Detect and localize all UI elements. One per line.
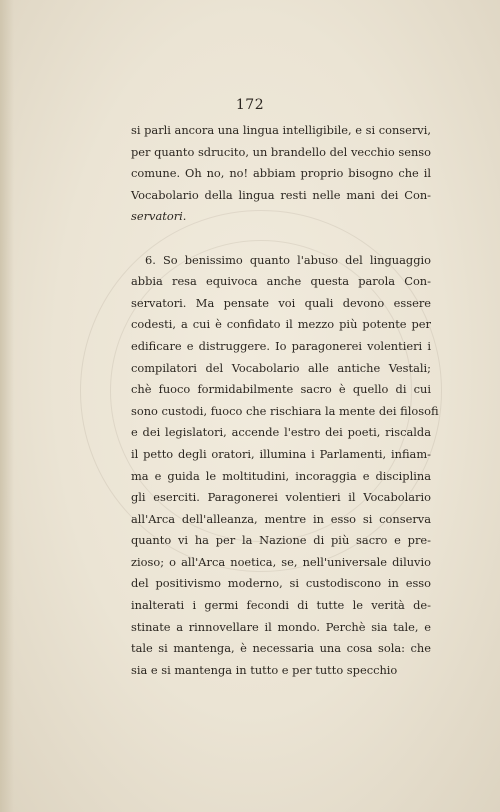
body-text bbox=[131, 120, 439, 681]
text-line-20: quanto vi ha per la Nazione di più sacro e pre- bbox=[131, 533, 431, 548]
text-line-17: ma e guida le moltitudini, incoraggia e disciplina bbox=[131, 468, 431, 483]
text-line-8: abbia resa equivoca anche questa parola Con- bbox=[131, 274, 431, 289]
text-line-21: zioso; o all'Arca noetica, se, nell'universale diluvio bbox=[131, 554, 431, 569]
paragraph-gap bbox=[131, 228, 431, 250]
text-line-9: servatori. Ma pensate voi quali devono essere bbox=[131, 295, 431, 310]
text-line-14: sono custodi, fuoco che rischiara la mente dei filosofi bbox=[131, 403, 439, 418]
text-line-25: tale si mantenga, è necessaria una cosa sola: che bbox=[131, 641, 431, 656]
text-line-23: inalterati i germi fecondi di tutte le verità de- bbox=[131, 598, 431, 613]
text-line-22: del positivismo moderno, si custodiscono in esso bbox=[131, 576, 431, 591]
text-line-15: e dei legislatori, accende l'estro dei poeti, riscalda bbox=[131, 425, 431, 440]
page-number: 172 bbox=[235, 97, 265, 113]
text-line-4: Vocabolario della lingua resti nelle mani dei Con- bbox=[131, 187, 431, 202]
text-line-1: si parli ancora una lingua intelligibile, e si conservi, bbox=[131, 123, 432, 137]
text-line-16: il petto degli oratori, illumina i Parlamenti, infiam- bbox=[131, 446, 431, 461]
text-line-26: sia e si mantenga in tutto e per tutto specchio bbox=[131, 662, 398, 677]
text-line-7: 6. So benissimo quanto l'abuso del linguaggio bbox=[145, 252, 431, 267]
text-line-11: edificare e distruggere. Io paragonerei volentieri i bbox=[131, 338, 431, 353]
text-line-5 bbox=[131, 206, 431, 228]
text-line-2: per quanto sdrucito, un brandello del vecchio senso bbox=[131, 144, 431, 159]
text-line-12: compilatori del Vocabolario alle antiche Vestali; bbox=[131, 360, 431, 375]
text-line-13: chè fuoco formidabilmente sacro è quello di cui bbox=[131, 382, 431, 397]
text-line-19: all'Arca dell'alleanza, mentre in esso si conserva bbox=[131, 511, 431, 526]
text-line-24: stinate a rinnovellare il mondo. Perchè sia tale, e bbox=[131, 619, 431, 634]
text-line-10: codesti, a cui è confidato il mezzo più potente per bbox=[131, 317, 431, 332]
text-line-18: gli eserciti. Paragonerei volentieri il Vocabolario bbox=[131, 490, 431, 505]
italic-word: servatori. bbox=[131, 209, 187, 224]
page-gutter-shadow bbox=[0, 0, 14, 812]
text-line-3: comune. Oh no, no! abbiam proprio bisogno che il bbox=[131, 166, 431, 181]
